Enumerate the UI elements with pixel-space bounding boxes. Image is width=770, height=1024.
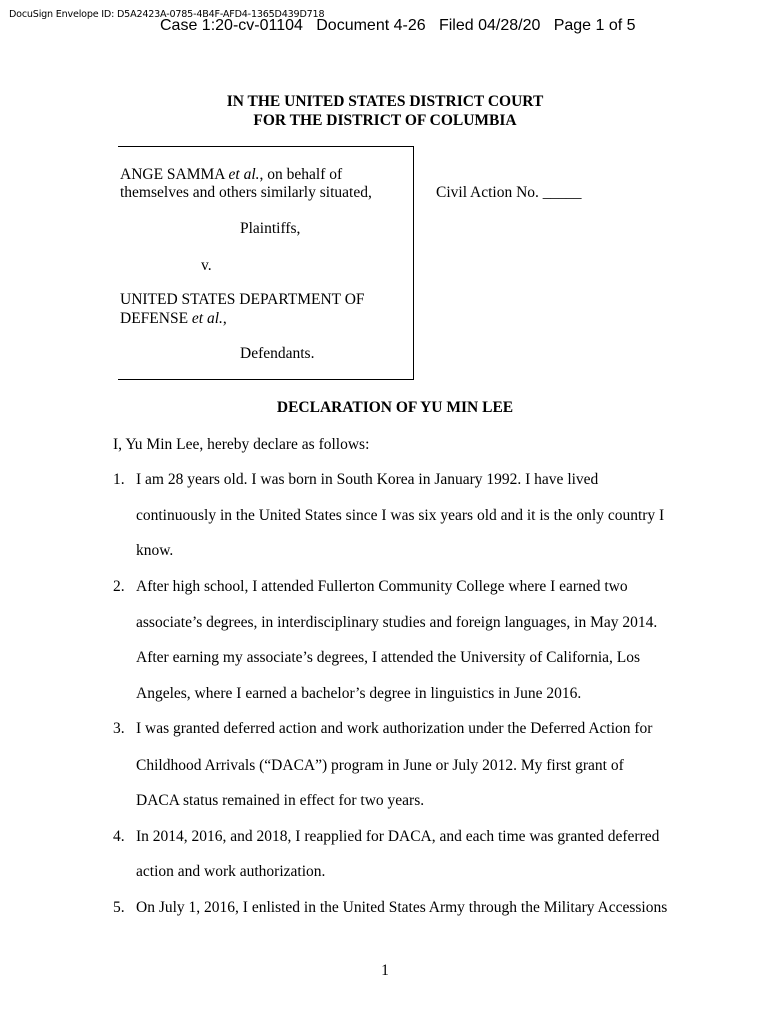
paragraph-line: In 2014, 2016, and 2018, I reapplied for DACA, and each time was granted deferred: [136, 828, 660, 845]
paragraph-line: I was granted deferred action and work authorization under the Deferred Action for: [136, 720, 653, 737]
caption-bottom-rule: [118, 379, 414, 380]
civil-action-number: Civil Action No. _____: [436, 184, 582, 201]
defendant-line2: [120, 310, 227, 328]
paragraph-number: 2.: [113, 578, 125, 595]
defendant-comma: ,: [222, 310, 227, 327]
paragraph-number: 4.: [113, 828, 125, 845]
paragraph-line: On July 1, 2016, I enlisted in the United States Army through the Military Accessions: [136, 899, 668, 916]
page-number: 1: [381, 962, 389, 979]
paragraph-line: After earning my associate’s degrees, I attended the University of California, Los: [136, 649, 641, 666]
plaintiff-name: ANGE SAMMA: [120, 166, 229, 183]
docusign-envelope-id: DocuSign Envelope ID: D5A2423A-0785-4B4F-AFD4-1365D439D718: [9, 9, 325, 20]
plaintiff-line2: themselves and others similarly situated,: [120, 184, 372, 201]
paragraph-line: DACA status remained in effect for two years.: [136, 792, 425, 809]
ecf-filing-stamp: Case 1:20-cv-01104 Document 4-26 Filed 04/28/20 Page 1 of 5: [160, 17, 636, 34]
paragraph-line: After high school, I attended Fullerton Community College where I earned two: [136, 578, 628, 595]
court-name-line2: FOR THE DISTRICT OF COLUMBIA: [253, 112, 517, 129]
paragraph-line: I am 28 years old. I was born in South Korea in January 1992. I have lived: [136, 471, 599, 488]
paragraph-number: 3.: [113, 720, 125, 737]
defendant-line1: UNITED STATES DEPARTMENT OF: [120, 291, 365, 308]
defendant-name: DEFENSE: [120, 310, 192, 327]
court-name-line1: IN THE UNITED STATES DISTRICT COURT: [226, 93, 544, 110]
plaintiffs-label: Plaintiffs,: [240, 220, 301, 237]
declaration-title: DECLARATION OF YU MIN LEE: [276, 399, 514, 416]
paragraph-line: know.: [136, 542, 174, 559]
paragraph-line: Angeles, where I earned a bachelor’s degree in linguistics in June 2016.: [136, 685, 582, 702]
caption-right-rule: [413, 146, 414, 380]
paragraph-line: continuously in the United States since I was six years old and it is the only country I: [136, 507, 665, 524]
defendant-et-al: et al.: [191, 310, 223, 327]
plaintiff-line1: [120, 166, 342, 184]
declaration-intro: I, Yu Min Lee, hereby declare as follows:: [113, 436, 370, 453]
versus-label: v.: [201, 257, 212, 274]
paragraph-line: associate’s degrees, in interdisciplinary studies and foreign languages, in May 2014.: [136, 614, 658, 631]
defendants-label: Defendants.: [240, 345, 315, 362]
paragraph-number: 1.: [113, 471, 125, 488]
plaintiff-et-al: et al.: [228, 166, 260, 183]
paragraph-line: action and work authorization.: [136, 863, 326, 880]
paragraph-line: Childhood Arrivals (“DACA”) program in June or July 2012. My first grant of: [136, 757, 624, 774]
caption-top-rule: [118, 146, 414, 147]
paragraph-number: 5.: [113, 899, 125, 916]
plaintiff-behalf: , on behalf of: [259, 166, 343, 183]
